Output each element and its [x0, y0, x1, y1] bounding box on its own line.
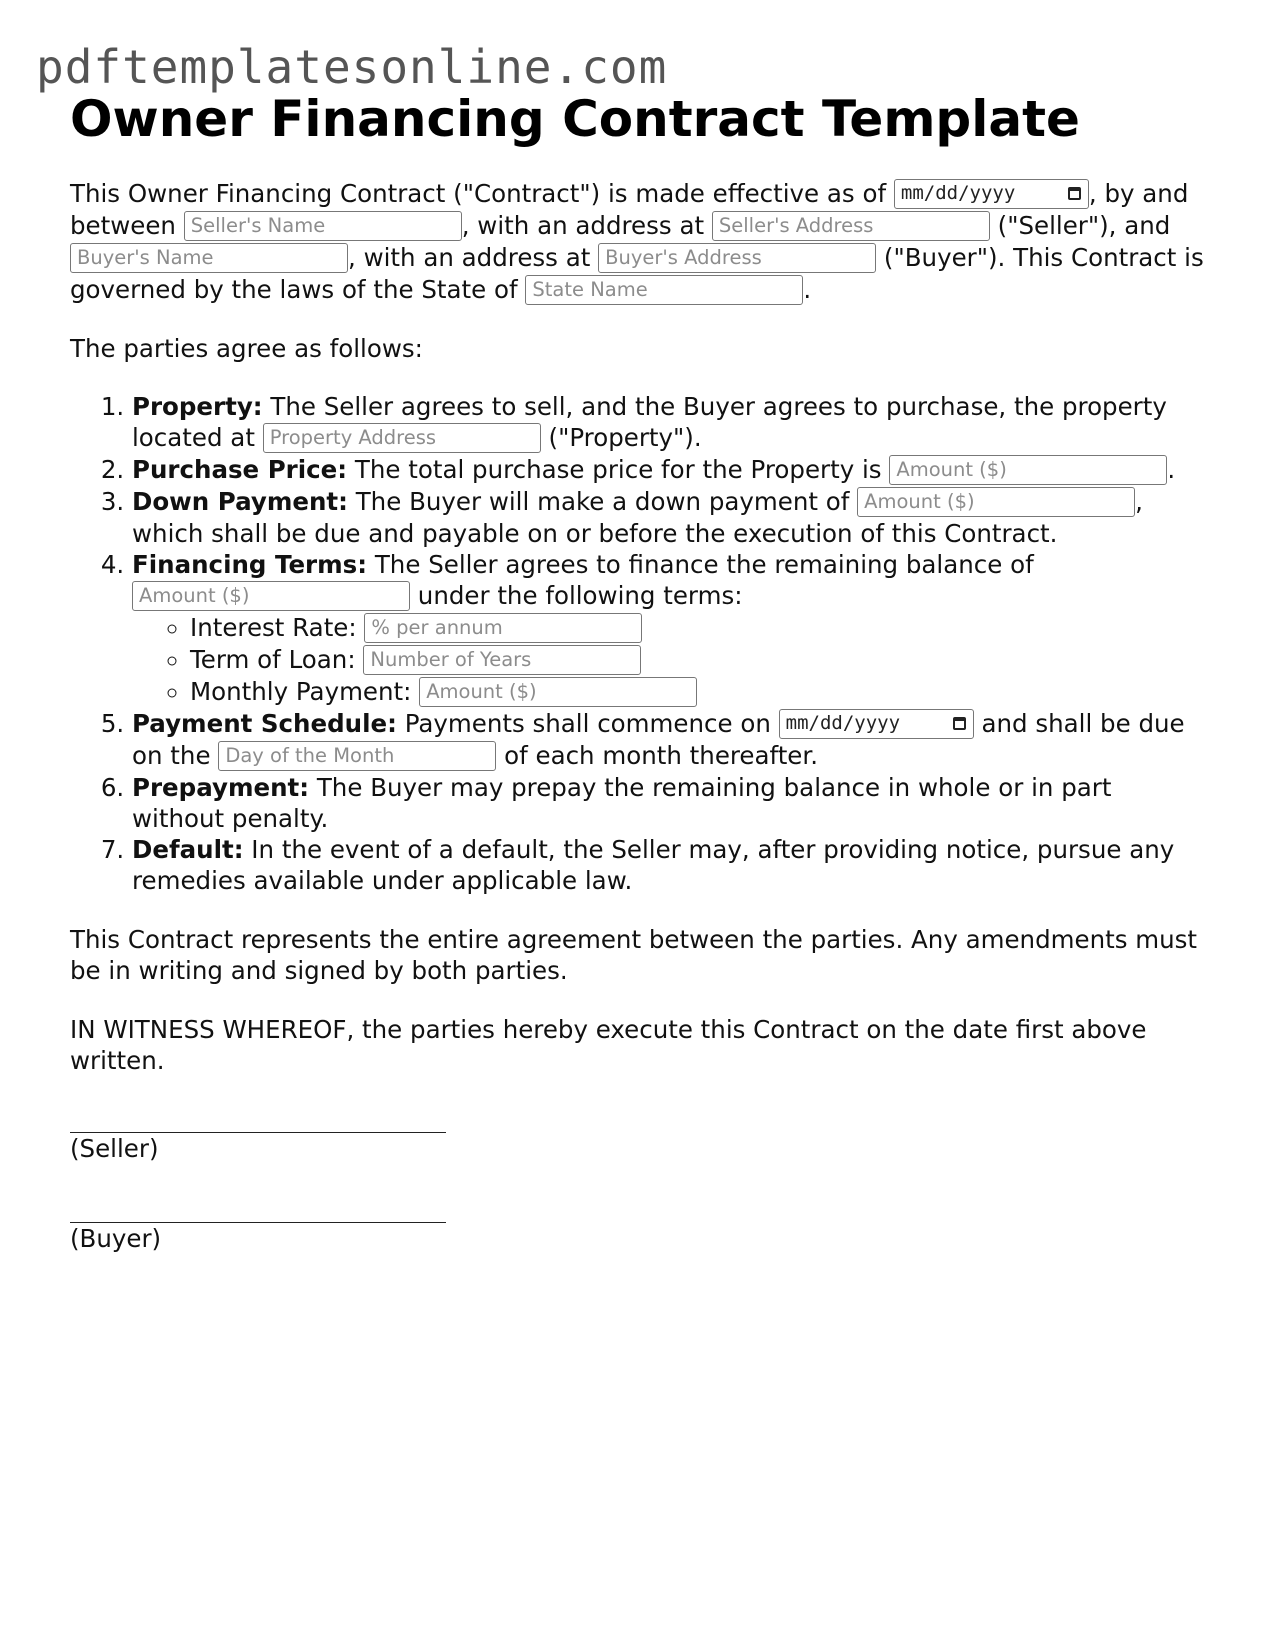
intro-text: , with an address at — [461, 211, 712, 240]
watermark: pdftemplatesonline.com — [36, 40, 668, 94]
sub-label: Monthly Payment: — [190, 677, 420, 706]
term-label: Purchase Price: — [132, 455, 348, 484]
term-text: under the following terms: — [410, 581, 743, 610]
effective-date-input[interactable] — [894, 179, 1089, 209]
monthly-payment-input[interactable]: Amount ($) — [419, 677, 697, 707]
property-address-input[interactable]: Property Address — [263, 423, 541, 453]
term-text: . — [1167, 455, 1176, 484]
term-text: The Seller agrees to sell, and the Buyer agrees to purchase, the property located at — [132, 392, 1167, 452]
commence-date-value: mm/dd/yyyy — [785, 712, 901, 734]
page-title: Owner Financing Contract Template — [70, 90, 1080, 148]
state-name-input[interactable]: State Name — [525, 275, 803, 305]
term-label: Payment Schedule: — [132, 709, 397, 738]
seller-signature-line[interactable] — [70, 1102, 446, 1133]
witness-text: IN WITNESS WHEREOF, the parties hereby execute this Contract on the date first above written. — [70, 1015, 1147, 1075]
intro-text: This Owner Financing Contract ("Contract") is made effective as of — [70, 179, 894, 208]
seller-signature-label: (Seller) — [70, 1134, 159, 1163]
calendar-icon[interactable] — [953, 717, 966, 730]
term-text: Payments shall commence on — [396, 709, 779, 738]
monthly-payment-item — [190, 676, 1210, 708]
term-purchase-price — [132, 454, 1210, 486]
day-of-month-input[interactable]: Day of the Month — [218, 741, 496, 771]
contract-body — [70, 178, 1210, 1254]
term-text: The Seller agrees to finance the remaining balance of — [367, 550, 1034, 579]
term-text: ("Property"). — [540, 423, 702, 452]
intro-text: . — [803, 275, 812, 304]
buyer-address-input[interactable]: Buyer's Address — [598, 243, 876, 273]
intro-paragraph — [70, 178, 1210, 306]
interest-rate-input[interactable]: % per annum — [364, 613, 642, 643]
term-label: Default: — [132, 835, 244, 864]
agree-text: The parties agree as follows: — [70, 334, 423, 363]
term-text: The total purchase price for the Property is — [347, 455, 890, 484]
term-default — [132, 834, 1210, 896]
sub-label: Interest Rate: — [190, 613, 365, 642]
term-label: Prepayment: — [132, 773, 310, 802]
term-property — [132, 391, 1210, 454]
buyer-signature-label: (Buyer) — [70, 1224, 162, 1253]
intro-text: ("Buyer"). This Contract is governed by the laws of the State of — [70, 243, 1204, 304]
term-label: Down Payment: — [132, 487, 348, 516]
buyer-name-input[interactable]: Buyer's Name — [70, 243, 348, 273]
loan-term-item — [190, 644, 1210, 676]
term-label: Financing Terms: — [132, 550, 368, 579]
entire-agreement-text: This Contract represents the entire agreement between the parties. Any amendments must be in writing and signed by both parties. — [70, 925, 1198, 985]
down-payment-input[interactable]: Amount ($) — [857, 487, 1135, 517]
purchase-price-input[interactable]: Amount ($) — [889, 455, 1167, 485]
term-payment-schedule — [132, 708, 1210, 772]
interest-rate-item — [190, 612, 1210, 644]
term-financing — [132, 549, 1210, 708]
sub-label: Term of Loan: — [190, 645, 364, 674]
financed-balance-input[interactable]: Amount ($) — [132, 581, 410, 611]
term-text: In the event of a default, the Seller may, after providing notice, pursue any remedies available under applicable law. — [132, 835, 1175, 895]
term-text: and shall be due on the — [132, 709, 1185, 770]
commence-date-input[interactable] — [779, 709, 974, 739]
term-text: of each month thereafter. — [496, 741, 818, 770]
seller-name-input[interactable]: Seller's Name — [184, 211, 462, 241]
term-label: Property: — [132, 392, 263, 421]
intro-text: , with an address at — [348, 243, 599, 272]
seller-signature-block — [70, 1102, 1210, 1164]
loan-term-input[interactable]: Number of Years — [363, 645, 641, 675]
effective-date-value: mm/dd/yyyy — [900, 182, 1016, 204]
seller-address-input[interactable]: Seller's Address — [712, 211, 990, 241]
buyer-signature-block — [70, 1192, 1210, 1254]
term-text: The Buyer may prepay the remaining balance in whole or in part without penalty. — [132, 773, 1112, 833]
calendar-icon[interactable] — [1068, 187, 1081, 200]
term-prepayment — [132, 772, 1210, 834]
term-text: , which shall be due and payable on or before the execution of this Contract. — [132, 487, 1143, 548]
intro-text: ("Seller"), and — [989, 211, 1171, 240]
financing-sub-list — [132, 612, 1210, 708]
buyer-signature-line[interactable] — [70, 1192, 446, 1223]
term-down-payment — [132, 486, 1210, 549]
term-text: The Buyer will make a down payment of — [347, 487, 858, 516]
intro-text: , by and between — [70, 179, 1189, 240]
terms-list — [70, 391, 1210, 896]
